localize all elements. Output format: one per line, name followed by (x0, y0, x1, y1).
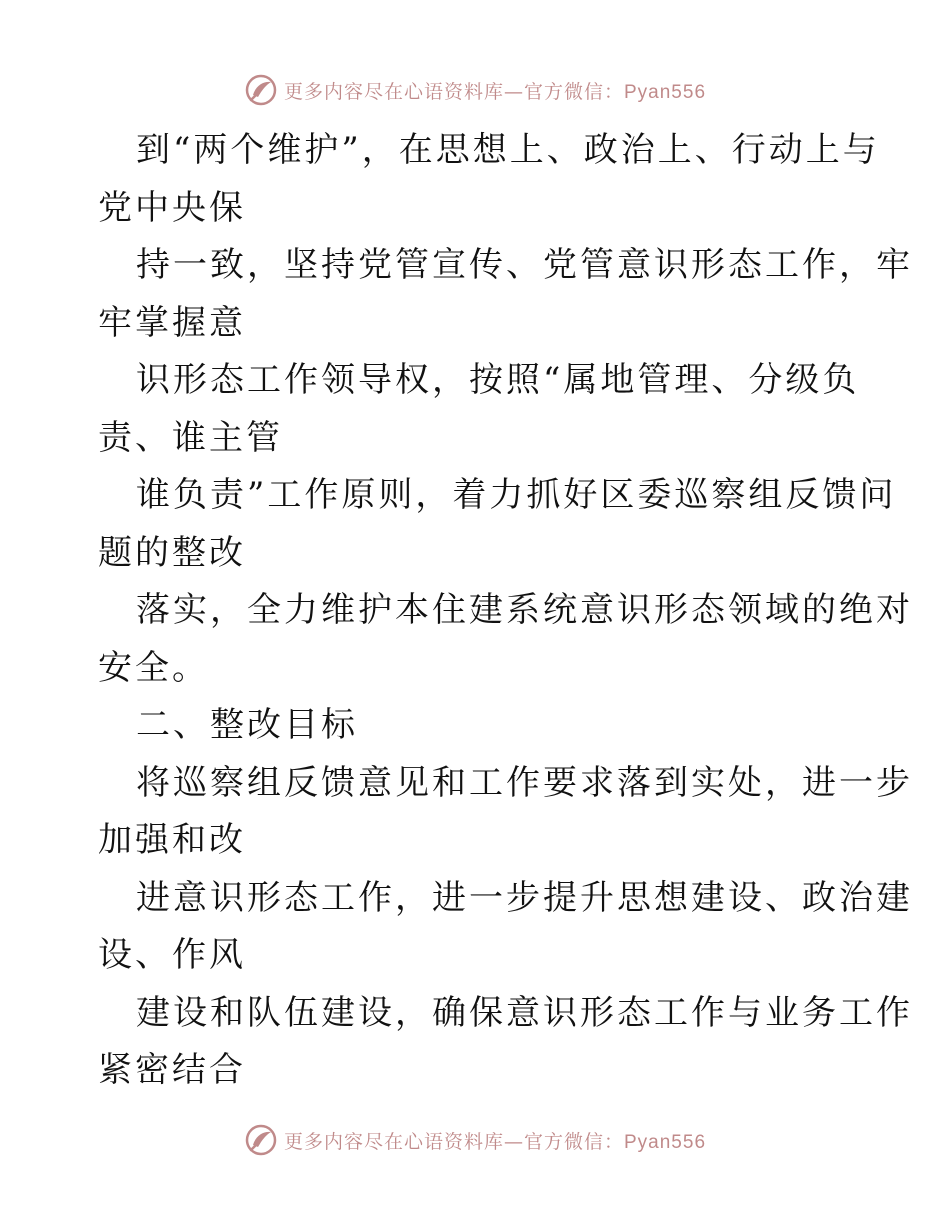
brand-logo-icon (244, 1123, 278, 1157)
footer-watermark (0, 1120, 950, 1160)
text-line: 紧密结合 (98, 1050, 246, 1090)
text-line: 落实，全力维护本住建系统意识形态领域的绝对 (136, 590, 913, 630)
text-line: 识形态工作领导权，按照“属地管理、分级负 (136, 360, 860, 400)
text-line: 安全。 (98, 647, 209, 688)
text-line: 责、谁主管 (98, 417, 283, 458)
watermark-text: 更多内容尽在心语资料库—官方微信：Pyan556 (283, 80, 707, 103)
text-line: 党中央保 (98, 187, 246, 228)
text-line: 题的整改 (98, 532, 246, 573)
text-line: 谁负责”工作原则，着力抓好区委巡察组反馈问 (136, 475, 897, 515)
document-body (98, 122, 913, 1100)
watermark-text: 更多内容尽在心语资料库—官方微信：Pyan556 (283, 1130, 707, 1153)
text-line: 牢掌握意 (98, 302, 246, 343)
text-line: 持一致，坚持党管宣传、党管意识形态工作，牢 (136, 245, 913, 285)
text-line: 到“两个维护”，在思想上、政治上、行动上与 (136, 130, 880, 170)
header-watermark (0, 70, 950, 110)
text-line: 加强和改 (98, 820, 246, 860)
text-line: 设、作风 (98, 935, 246, 975)
text-line: 将巡察组反馈意见和工作要求落到实处，进一步 (136, 762, 913, 803)
text-line: 进意识形态工作，进一步提升思想建设、政治建 (136, 877, 913, 918)
brand-logo-icon (244, 73, 278, 107)
text-line: 建设和队伍建设，确保意识形态工作与业务工作 (136, 992, 913, 1033)
text-line: 二、整改目标 (136, 705, 358, 745)
